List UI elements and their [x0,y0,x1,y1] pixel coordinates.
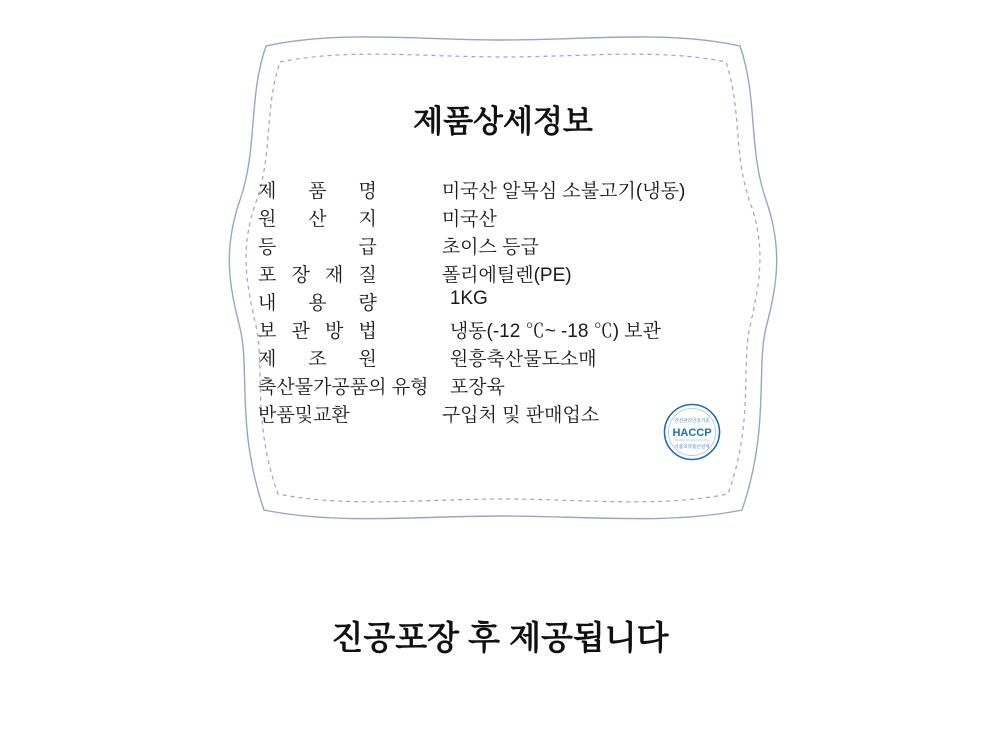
spec-value: 구입처 및 판매업소 [441,405,600,426]
haccp-main-text: HACCP [672,427,712,439]
spec-label: 보 관 방 법 [258,321,377,342]
haccp-certification-mark [663,403,721,461]
table-row [258,232,763,260]
spec-value: 냉동(-12 ℃~ -18 ℃) 보관 [449,321,662,342]
table-row [258,288,763,316]
table-row [258,372,763,400]
product-detail-card [218,28,788,528]
spec-label: 포 장 재 질 [258,265,377,286]
table-row [258,204,763,232]
table-row [258,344,763,372]
spec-label: 제 조 원 [258,349,377,370]
spec-label: 내 용 량 [258,293,377,314]
spec-value: 초이스 등급 [441,237,539,258]
table-row [258,176,763,204]
bottom-caption: 진공포장 후 제공됩니다 [331,619,669,656]
spec-label: 제 품 명 [258,181,377,202]
spec-value: 1KG [449,288,488,309]
spec-label: 축산물가공품의 유형 [258,377,429,398]
page-title: 제품상세정보 [413,104,593,139]
spec-value: 미국산 [441,209,497,230]
spec-label: 원 산 지 [258,209,377,230]
table-row [258,316,763,344]
haccp-top-text: 안전관리인증기준 [674,418,710,423]
spec-label: 반품및교환 [258,405,350,426]
spec-value: 폴리에틸렌(PE) [441,265,572,286]
spec-value: 미국산 알목심 소불고기(냉동) [441,181,686,202]
spec-value: 원흥축산물도소매 [449,349,597,370]
haccp-bottom-text: 식품의약품안전처 [674,444,710,449]
table-row [258,260,763,288]
spec-value: 포장육 [449,377,505,398]
product-spec-table [258,176,763,428]
spec-label: 등 급 [258,237,377,258]
